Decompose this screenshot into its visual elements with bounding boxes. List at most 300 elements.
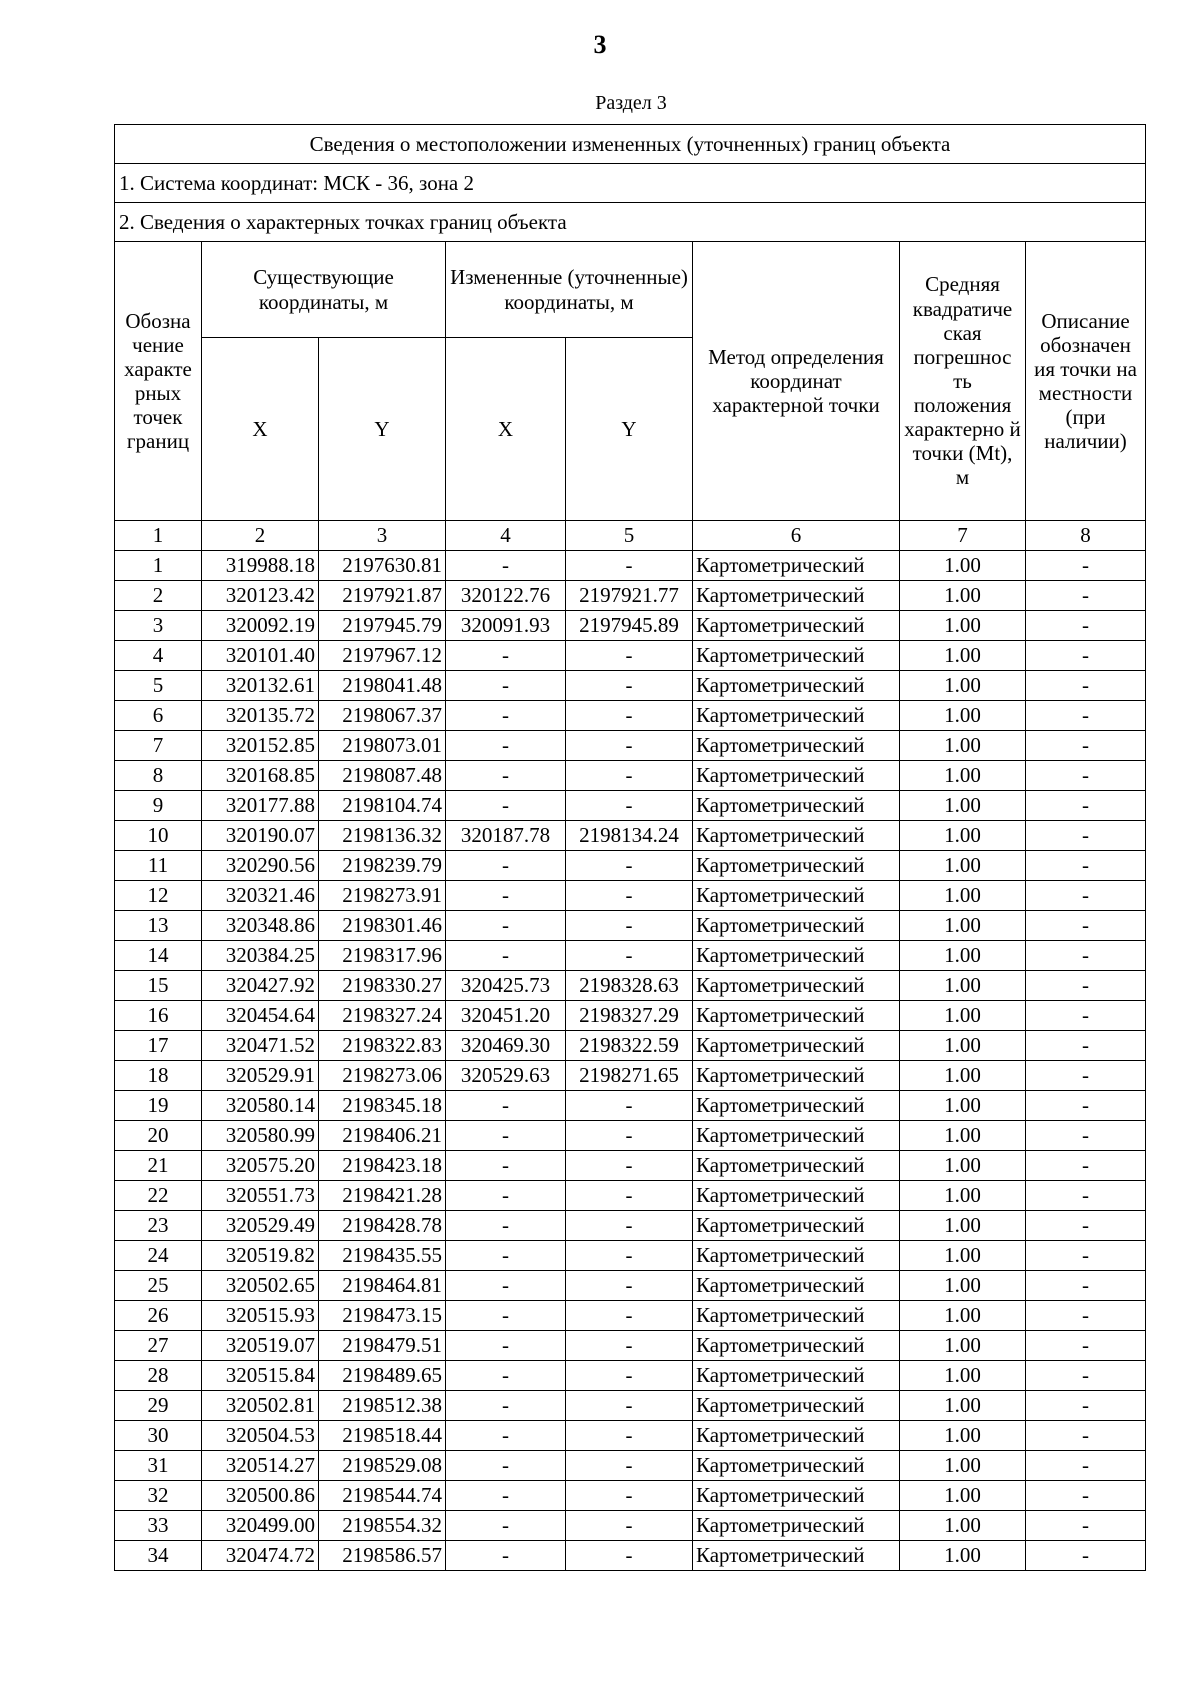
changed-x-cell: 320529.63 xyxy=(446,1061,566,1091)
description-cell: - xyxy=(1026,1481,1146,1511)
point-number-cell: 23 xyxy=(115,1211,202,1241)
changed-x-cell: - xyxy=(446,671,566,701)
description-cell: - xyxy=(1026,1271,1146,1301)
method-cell: Картометрический xyxy=(693,1481,900,1511)
point-number-cell: 27 xyxy=(115,1331,202,1361)
existing-y-cell: 2198317.96 xyxy=(319,941,446,971)
existing-y-cell: 2198421.28 xyxy=(319,1181,446,1211)
description-cell: - xyxy=(1026,1181,1146,1211)
existing-x-cell: 320290.56 xyxy=(202,851,319,881)
existing-y-cell: 2198435.55 xyxy=(319,1241,446,1271)
changed-y-cell: 2197945.89 xyxy=(566,611,693,641)
point-number-cell: 11 xyxy=(115,851,202,881)
changed-y-cell: - xyxy=(566,551,693,581)
changed-x-cell: - xyxy=(446,1481,566,1511)
point-number-cell: 5 xyxy=(115,671,202,701)
error-cell: 1.00 xyxy=(900,731,1026,761)
description-cell: - xyxy=(1026,551,1146,581)
method-cell: Картометрический xyxy=(693,551,900,581)
point-number-cell: 1 xyxy=(115,551,202,581)
existing-y-cell: 2198544.74 xyxy=(319,1481,446,1511)
header-x-changed: X xyxy=(446,338,566,521)
point-number-cell: 10 xyxy=(115,821,202,851)
table-row xyxy=(115,731,1146,761)
existing-y-cell: 2198073.01 xyxy=(319,731,446,761)
existing-y-cell: 2198489.65 xyxy=(319,1361,446,1391)
error-cell: 1.00 xyxy=(900,821,1026,851)
description-cell: - xyxy=(1026,971,1146,1001)
changed-x-cell: - xyxy=(446,1301,566,1331)
column-number: 3 xyxy=(319,521,446,551)
point-number-cell: 13 xyxy=(115,911,202,941)
boundary-points-table xyxy=(114,124,1146,1571)
method-cell: Картометрический xyxy=(693,1181,900,1211)
description-cell: - xyxy=(1026,701,1146,731)
existing-x-cell: 320515.84 xyxy=(202,1361,319,1391)
existing-x-cell: 320502.81 xyxy=(202,1391,319,1421)
changed-x-cell: - xyxy=(446,1121,566,1151)
changed-y-cell: 2198327.29 xyxy=(566,1001,693,1031)
point-number-cell: 33 xyxy=(115,1511,202,1541)
description-cell: - xyxy=(1026,1001,1146,1031)
method-cell: Картометрический xyxy=(693,581,900,611)
error-cell: 1.00 xyxy=(900,941,1026,971)
description-cell: - xyxy=(1026,641,1146,671)
table-row xyxy=(115,551,1146,581)
method-cell: Картометрический xyxy=(693,1541,900,1571)
table-row xyxy=(115,1151,1146,1181)
existing-x-cell: 320427.92 xyxy=(202,971,319,1001)
existing-x-cell: 320471.52 xyxy=(202,1031,319,1061)
error-cell: 1.00 xyxy=(900,701,1026,731)
changed-x-cell: 320187.78 xyxy=(446,821,566,851)
error-cell: 1.00 xyxy=(900,911,1026,941)
method-cell: Картометрический xyxy=(693,1391,900,1421)
point-number-cell: 3 xyxy=(115,611,202,641)
point-number-cell: 20 xyxy=(115,1121,202,1151)
changed-y-cell: - xyxy=(566,941,693,971)
table-row xyxy=(115,671,1146,701)
description-cell: - xyxy=(1026,941,1146,971)
existing-x-cell: 320529.49 xyxy=(202,1211,319,1241)
existing-x-cell: 320500.86 xyxy=(202,1481,319,1511)
existing-x-cell: 320135.72 xyxy=(202,701,319,731)
changed-x-cell: - xyxy=(446,1451,566,1481)
existing-x-cell: 320504.53 xyxy=(202,1421,319,1451)
column-number: 8 xyxy=(1026,521,1146,551)
header-designation: Обозна чение характе рных точек границ xyxy=(115,242,202,521)
changed-x-cell: - xyxy=(446,731,566,761)
error-cell: 1.00 xyxy=(900,761,1026,791)
existing-y-cell: 2198087.48 xyxy=(319,761,446,791)
method-cell: Картометрический xyxy=(693,1421,900,1451)
error-cell: 1.00 xyxy=(900,1181,1026,1211)
point-number-cell: 2 xyxy=(115,581,202,611)
existing-x-cell: 320384.25 xyxy=(202,941,319,971)
point-number-cell: 28 xyxy=(115,1361,202,1391)
changed-x-cell: - xyxy=(446,1361,566,1391)
changed-x-cell: - xyxy=(446,1181,566,1211)
method-cell: Картометрический xyxy=(693,1151,900,1181)
existing-x-cell: 320132.61 xyxy=(202,671,319,701)
error-cell: 1.00 xyxy=(900,1091,1026,1121)
changed-x-cell: 320122.76 xyxy=(446,581,566,611)
point-number-cell: 19 xyxy=(115,1091,202,1121)
error-cell: 1.00 xyxy=(900,1271,1026,1301)
header-x-existing: X xyxy=(202,338,319,521)
changed-x-cell: - xyxy=(446,911,566,941)
changed-y-cell: 2198322.59 xyxy=(566,1031,693,1061)
point-number-cell: 25 xyxy=(115,1271,202,1301)
error-cell: 1.00 xyxy=(900,1241,1026,1271)
description-cell: - xyxy=(1026,1031,1146,1061)
changed-y-cell: - xyxy=(566,1151,693,1181)
existing-y-cell: 2198301.46 xyxy=(319,911,446,941)
existing-y-cell: 2198345.18 xyxy=(319,1091,446,1121)
column-number: 6 xyxy=(693,521,900,551)
existing-y-cell: 2197945.79 xyxy=(319,611,446,641)
description-cell: - xyxy=(1026,1421,1146,1451)
changed-x-cell: - xyxy=(446,1421,566,1451)
description-cell: - xyxy=(1026,881,1146,911)
table-row xyxy=(115,1391,1146,1421)
error-cell: 1.00 xyxy=(900,791,1026,821)
table-row xyxy=(115,761,1146,791)
existing-y-cell: 2197921.87 xyxy=(319,581,446,611)
changed-y-cell: - xyxy=(566,1211,693,1241)
header-description: Описание обозначен ия точки на местности (при наличии) xyxy=(1026,242,1146,521)
error-cell: 1.00 xyxy=(900,1481,1026,1511)
error-cell: 1.00 xyxy=(900,1361,1026,1391)
existing-y-cell: 2197630.81 xyxy=(319,551,446,581)
changed-y-cell: - xyxy=(566,791,693,821)
point-number-cell: 22 xyxy=(115,1181,202,1211)
point-number-cell: 32 xyxy=(115,1481,202,1511)
changed-y-cell: - xyxy=(566,1511,693,1541)
method-cell: Картометрический xyxy=(693,701,900,731)
table-row xyxy=(115,1451,1146,1481)
changed-x-cell: - xyxy=(446,1241,566,1271)
point-number-cell: 7 xyxy=(115,731,202,761)
column-number: 2 xyxy=(202,521,319,551)
header-method: Метод определения координат характерной точки xyxy=(693,242,900,521)
table-row xyxy=(115,1001,1146,1031)
existing-x-cell: 320529.91 xyxy=(202,1061,319,1091)
changed-x-cell: - xyxy=(446,1091,566,1121)
existing-y-cell: 2198322.83 xyxy=(319,1031,446,1061)
point-number-cell: 21 xyxy=(115,1151,202,1181)
changed-x-cell: 320091.93 xyxy=(446,611,566,641)
existing-x-cell: 319988.18 xyxy=(202,551,319,581)
description-cell: - xyxy=(1026,851,1146,881)
column-number: 4 xyxy=(446,521,566,551)
method-cell: Картометрический xyxy=(693,851,900,881)
error-cell: 1.00 xyxy=(900,1511,1026,1541)
error-cell: 1.00 xyxy=(900,1451,1026,1481)
changed-y-cell: - xyxy=(566,671,693,701)
error-cell: 1.00 xyxy=(900,1541,1026,1571)
existing-x-cell: 320177.88 xyxy=(202,791,319,821)
point-number-cell: 4 xyxy=(115,641,202,671)
existing-y-cell: 2198423.18 xyxy=(319,1151,446,1181)
point-number-cell: 31 xyxy=(115,1451,202,1481)
description-cell: - xyxy=(1026,1211,1146,1241)
description-cell: - xyxy=(1026,1301,1146,1331)
changed-y-cell: - xyxy=(566,1301,693,1331)
point-number-cell: 34 xyxy=(115,1541,202,1571)
error-cell: 1.00 xyxy=(900,971,1026,1001)
table-row xyxy=(115,701,1146,731)
changed-x-cell: - xyxy=(446,1331,566,1361)
existing-y-cell: 2198473.15 xyxy=(319,1301,446,1331)
error-cell: 1.00 xyxy=(900,1151,1026,1181)
table-row xyxy=(115,941,1146,971)
table-row xyxy=(115,1241,1146,1271)
existing-x-cell: 320123.42 xyxy=(202,581,319,611)
column-number: 1 xyxy=(115,521,202,551)
changed-x-cell: - xyxy=(446,1511,566,1541)
table-row xyxy=(115,1181,1146,1211)
table-row xyxy=(115,971,1146,1001)
changed-y-cell: - xyxy=(566,1391,693,1421)
existing-x-cell: 320321.46 xyxy=(202,881,319,911)
changed-x-cell: - xyxy=(446,1541,566,1571)
error-cell: 1.00 xyxy=(900,551,1026,581)
method-cell: Картометрический xyxy=(693,1001,900,1031)
changed-y-cell: - xyxy=(566,1241,693,1271)
existing-y-cell: 2198464.81 xyxy=(319,1271,446,1301)
table-row xyxy=(115,911,1146,941)
description-cell: - xyxy=(1026,1121,1146,1151)
existing-y-cell: 2198104.74 xyxy=(319,791,446,821)
method-cell: Картометрический xyxy=(693,821,900,851)
header-existing-coords: Существующие координаты, м xyxy=(202,242,446,338)
changed-y-cell: - xyxy=(566,1451,693,1481)
page-number: 3 xyxy=(593,30,607,59)
existing-x-cell: 320348.86 xyxy=(202,911,319,941)
method-cell: Картометрический xyxy=(693,1331,900,1361)
method-cell: Картометрический xyxy=(693,971,900,1001)
error-cell: 1.00 xyxy=(900,1031,1026,1061)
table-row xyxy=(115,581,1146,611)
column-number: 7 xyxy=(900,521,1026,551)
description-cell: - xyxy=(1026,791,1146,821)
method-cell: Картометрический xyxy=(693,671,900,701)
table-row xyxy=(115,1091,1146,1121)
points-title: 2. Сведения о характерных точках границ объекта xyxy=(115,203,1146,242)
existing-y-cell: 2198239.79 xyxy=(319,851,446,881)
description-cell: - xyxy=(1026,761,1146,791)
method-cell: Картометрический xyxy=(693,941,900,971)
existing-x-cell: 320515.93 xyxy=(202,1301,319,1331)
changed-y-cell: - xyxy=(566,731,693,761)
point-number-cell: 9 xyxy=(115,791,202,821)
table-row xyxy=(115,1121,1146,1151)
description-cell: - xyxy=(1026,1331,1146,1361)
method-cell: Картометрический xyxy=(693,1061,900,1091)
changed-y-cell: - xyxy=(566,1481,693,1511)
existing-y-cell: 2198273.91 xyxy=(319,881,446,911)
existing-x-cell: 320519.82 xyxy=(202,1241,319,1271)
changed-y-cell: - xyxy=(566,881,693,911)
table-row xyxy=(115,1331,1146,1361)
changed-x-cell: 320469.30 xyxy=(446,1031,566,1061)
existing-y-cell: 2198067.37 xyxy=(319,701,446,731)
changed-y-cell: - xyxy=(566,1361,693,1391)
point-number-cell: 18 xyxy=(115,1061,202,1091)
changed-y-cell: 2198271.65 xyxy=(566,1061,693,1091)
table-row xyxy=(115,611,1146,641)
changed-x-cell: - xyxy=(446,761,566,791)
error-cell: 1.00 xyxy=(900,1331,1026,1361)
method-cell: Картометрический xyxy=(693,791,900,821)
changed-y-cell: - xyxy=(566,1181,693,1211)
description-cell: - xyxy=(1026,1541,1146,1571)
header-y-existing: Y xyxy=(319,338,446,521)
existing-x-cell: 320101.40 xyxy=(202,641,319,671)
table-row xyxy=(115,1511,1146,1541)
point-number-cell: 29 xyxy=(115,1391,202,1421)
changed-x-cell: - xyxy=(446,551,566,581)
existing-x-cell: 320190.07 xyxy=(202,821,319,851)
method-cell: Картометрический xyxy=(693,1241,900,1271)
point-number-cell: 12 xyxy=(115,881,202,911)
changed-y-cell: - xyxy=(566,1541,693,1571)
existing-y-cell: 2197967.12 xyxy=(319,641,446,671)
table-row xyxy=(115,1031,1146,1061)
method-cell: Картометрический xyxy=(693,1271,900,1301)
error-cell: 1.00 xyxy=(900,1061,1026,1091)
description-cell: - xyxy=(1026,911,1146,941)
table-row xyxy=(115,641,1146,671)
method-cell: Картометрический xyxy=(693,1121,900,1151)
error-cell: 1.00 xyxy=(900,1211,1026,1241)
method-cell: Картометрический xyxy=(693,1031,900,1061)
error-cell: 1.00 xyxy=(900,641,1026,671)
column-number: 5 xyxy=(566,521,693,551)
description-cell: - xyxy=(1026,611,1146,641)
existing-x-cell: 320499.00 xyxy=(202,1511,319,1541)
error-cell: 1.00 xyxy=(900,611,1026,641)
description-cell: - xyxy=(1026,1361,1146,1391)
table-row xyxy=(115,881,1146,911)
changed-y-cell: - xyxy=(566,911,693,941)
existing-x-cell: 320580.99 xyxy=(202,1121,319,1151)
point-number-cell: 26 xyxy=(115,1301,202,1331)
method-cell: Картометрический xyxy=(693,1361,900,1391)
header-error: Средняя квадратиче ская погрешнос ть положения характерно й точки (Mt), м xyxy=(900,242,1026,521)
method-cell: Картометрический xyxy=(693,641,900,671)
error-cell: 1.00 xyxy=(900,851,1026,881)
table-title: Сведения о местоположении измененных (уточненных) границ объекта xyxy=(115,125,1146,164)
existing-y-cell: 2198512.38 xyxy=(319,1391,446,1421)
changed-y-cell: 2198134.24 xyxy=(566,821,693,851)
method-cell: Картометрический xyxy=(693,1511,900,1541)
method-cell: Картометрический xyxy=(693,731,900,761)
changed-y-cell: - xyxy=(566,1091,693,1121)
method-cell: Картометрический xyxy=(693,881,900,911)
changed-x-cell: - xyxy=(446,881,566,911)
existing-x-cell: 320502.65 xyxy=(202,1271,319,1301)
existing-y-cell: 2198041.48 xyxy=(319,671,446,701)
error-cell: 1.00 xyxy=(900,671,1026,701)
table-row xyxy=(115,1481,1146,1511)
table-row xyxy=(115,791,1146,821)
changed-y-cell: 2197921.77 xyxy=(566,581,693,611)
point-number-cell: 14 xyxy=(115,941,202,971)
description-cell: - xyxy=(1026,671,1146,701)
existing-y-cell: 2198428.78 xyxy=(319,1211,446,1241)
existing-y-cell: 2198273.06 xyxy=(319,1061,446,1091)
changed-y-cell: - xyxy=(566,641,693,671)
changed-x-cell: - xyxy=(446,1211,566,1241)
changed-y-cell: - xyxy=(566,1121,693,1151)
method-cell: Картометрический xyxy=(693,1211,900,1241)
existing-y-cell: 2198327.24 xyxy=(319,1001,446,1031)
description-cell: - xyxy=(1026,731,1146,761)
changed-x-cell: - xyxy=(446,1151,566,1181)
error-cell: 1.00 xyxy=(900,1301,1026,1331)
existing-y-cell: 2198554.32 xyxy=(319,1511,446,1541)
changed-x-cell: - xyxy=(446,641,566,671)
error-cell: 1.00 xyxy=(900,1391,1026,1421)
method-cell: Картометрический xyxy=(693,1091,900,1121)
existing-x-cell: 320454.64 xyxy=(202,1001,319,1031)
changed-y-cell: - xyxy=(566,701,693,731)
description-cell: - xyxy=(1026,581,1146,611)
table-row xyxy=(115,1541,1146,1571)
point-number-cell: 6 xyxy=(115,701,202,731)
point-number-cell: 24 xyxy=(115,1241,202,1271)
point-number-cell: 16 xyxy=(115,1001,202,1031)
table-row xyxy=(115,1421,1146,1451)
point-number-cell: 30 xyxy=(115,1421,202,1451)
changed-x-cell: - xyxy=(446,851,566,881)
error-cell: 1.00 xyxy=(900,1421,1026,1451)
existing-x-cell: 320474.72 xyxy=(202,1541,319,1571)
description-cell: - xyxy=(1026,1151,1146,1181)
changed-y-cell: - xyxy=(566,1271,693,1301)
description-cell: - xyxy=(1026,1451,1146,1481)
existing-y-cell: 2198330.27 xyxy=(319,971,446,1001)
changed-y-cell: - xyxy=(566,851,693,881)
header-changed-coords: Измененные (уточненные) координаты, м xyxy=(446,242,693,338)
changed-x-cell: - xyxy=(446,791,566,821)
existing-y-cell: 2198406.21 xyxy=(319,1121,446,1151)
table-row xyxy=(115,851,1146,881)
existing-y-cell: 2198518.44 xyxy=(319,1421,446,1451)
header-y-changed: Y xyxy=(566,338,693,521)
point-number-cell: 17 xyxy=(115,1031,202,1061)
existing-x-cell: 320168.85 xyxy=(202,761,319,791)
existing-x-cell: 320575.20 xyxy=(202,1151,319,1181)
description-cell: - xyxy=(1026,1511,1146,1541)
description-cell: - xyxy=(1026,821,1146,851)
changed-y-cell: - xyxy=(566,1421,693,1451)
method-cell: Картометрический xyxy=(693,1301,900,1331)
changed-y-cell: 2198328.63 xyxy=(566,971,693,1001)
existing-x-cell: 320092.19 xyxy=(202,611,319,641)
changed-x-cell: - xyxy=(446,941,566,971)
table-row xyxy=(115,1271,1146,1301)
method-cell: Картометрический xyxy=(693,911,900,941)
table-row xyxy=(115,821,1146,851)
existing-x-cell: 320580.14 xyxy=(202,1091,319,1121)
coord-system: 1. Система координат: МСК - 36, зона 2 xyxy=(115,164,1146,203)
method-cell: Картометрический xyxy=(693,611,900,641)
description-cell: - xyxy=(1026,1091,1146,1121)
existing-y-cell: 2198136.32 xyxy=(319,821,446,851)
